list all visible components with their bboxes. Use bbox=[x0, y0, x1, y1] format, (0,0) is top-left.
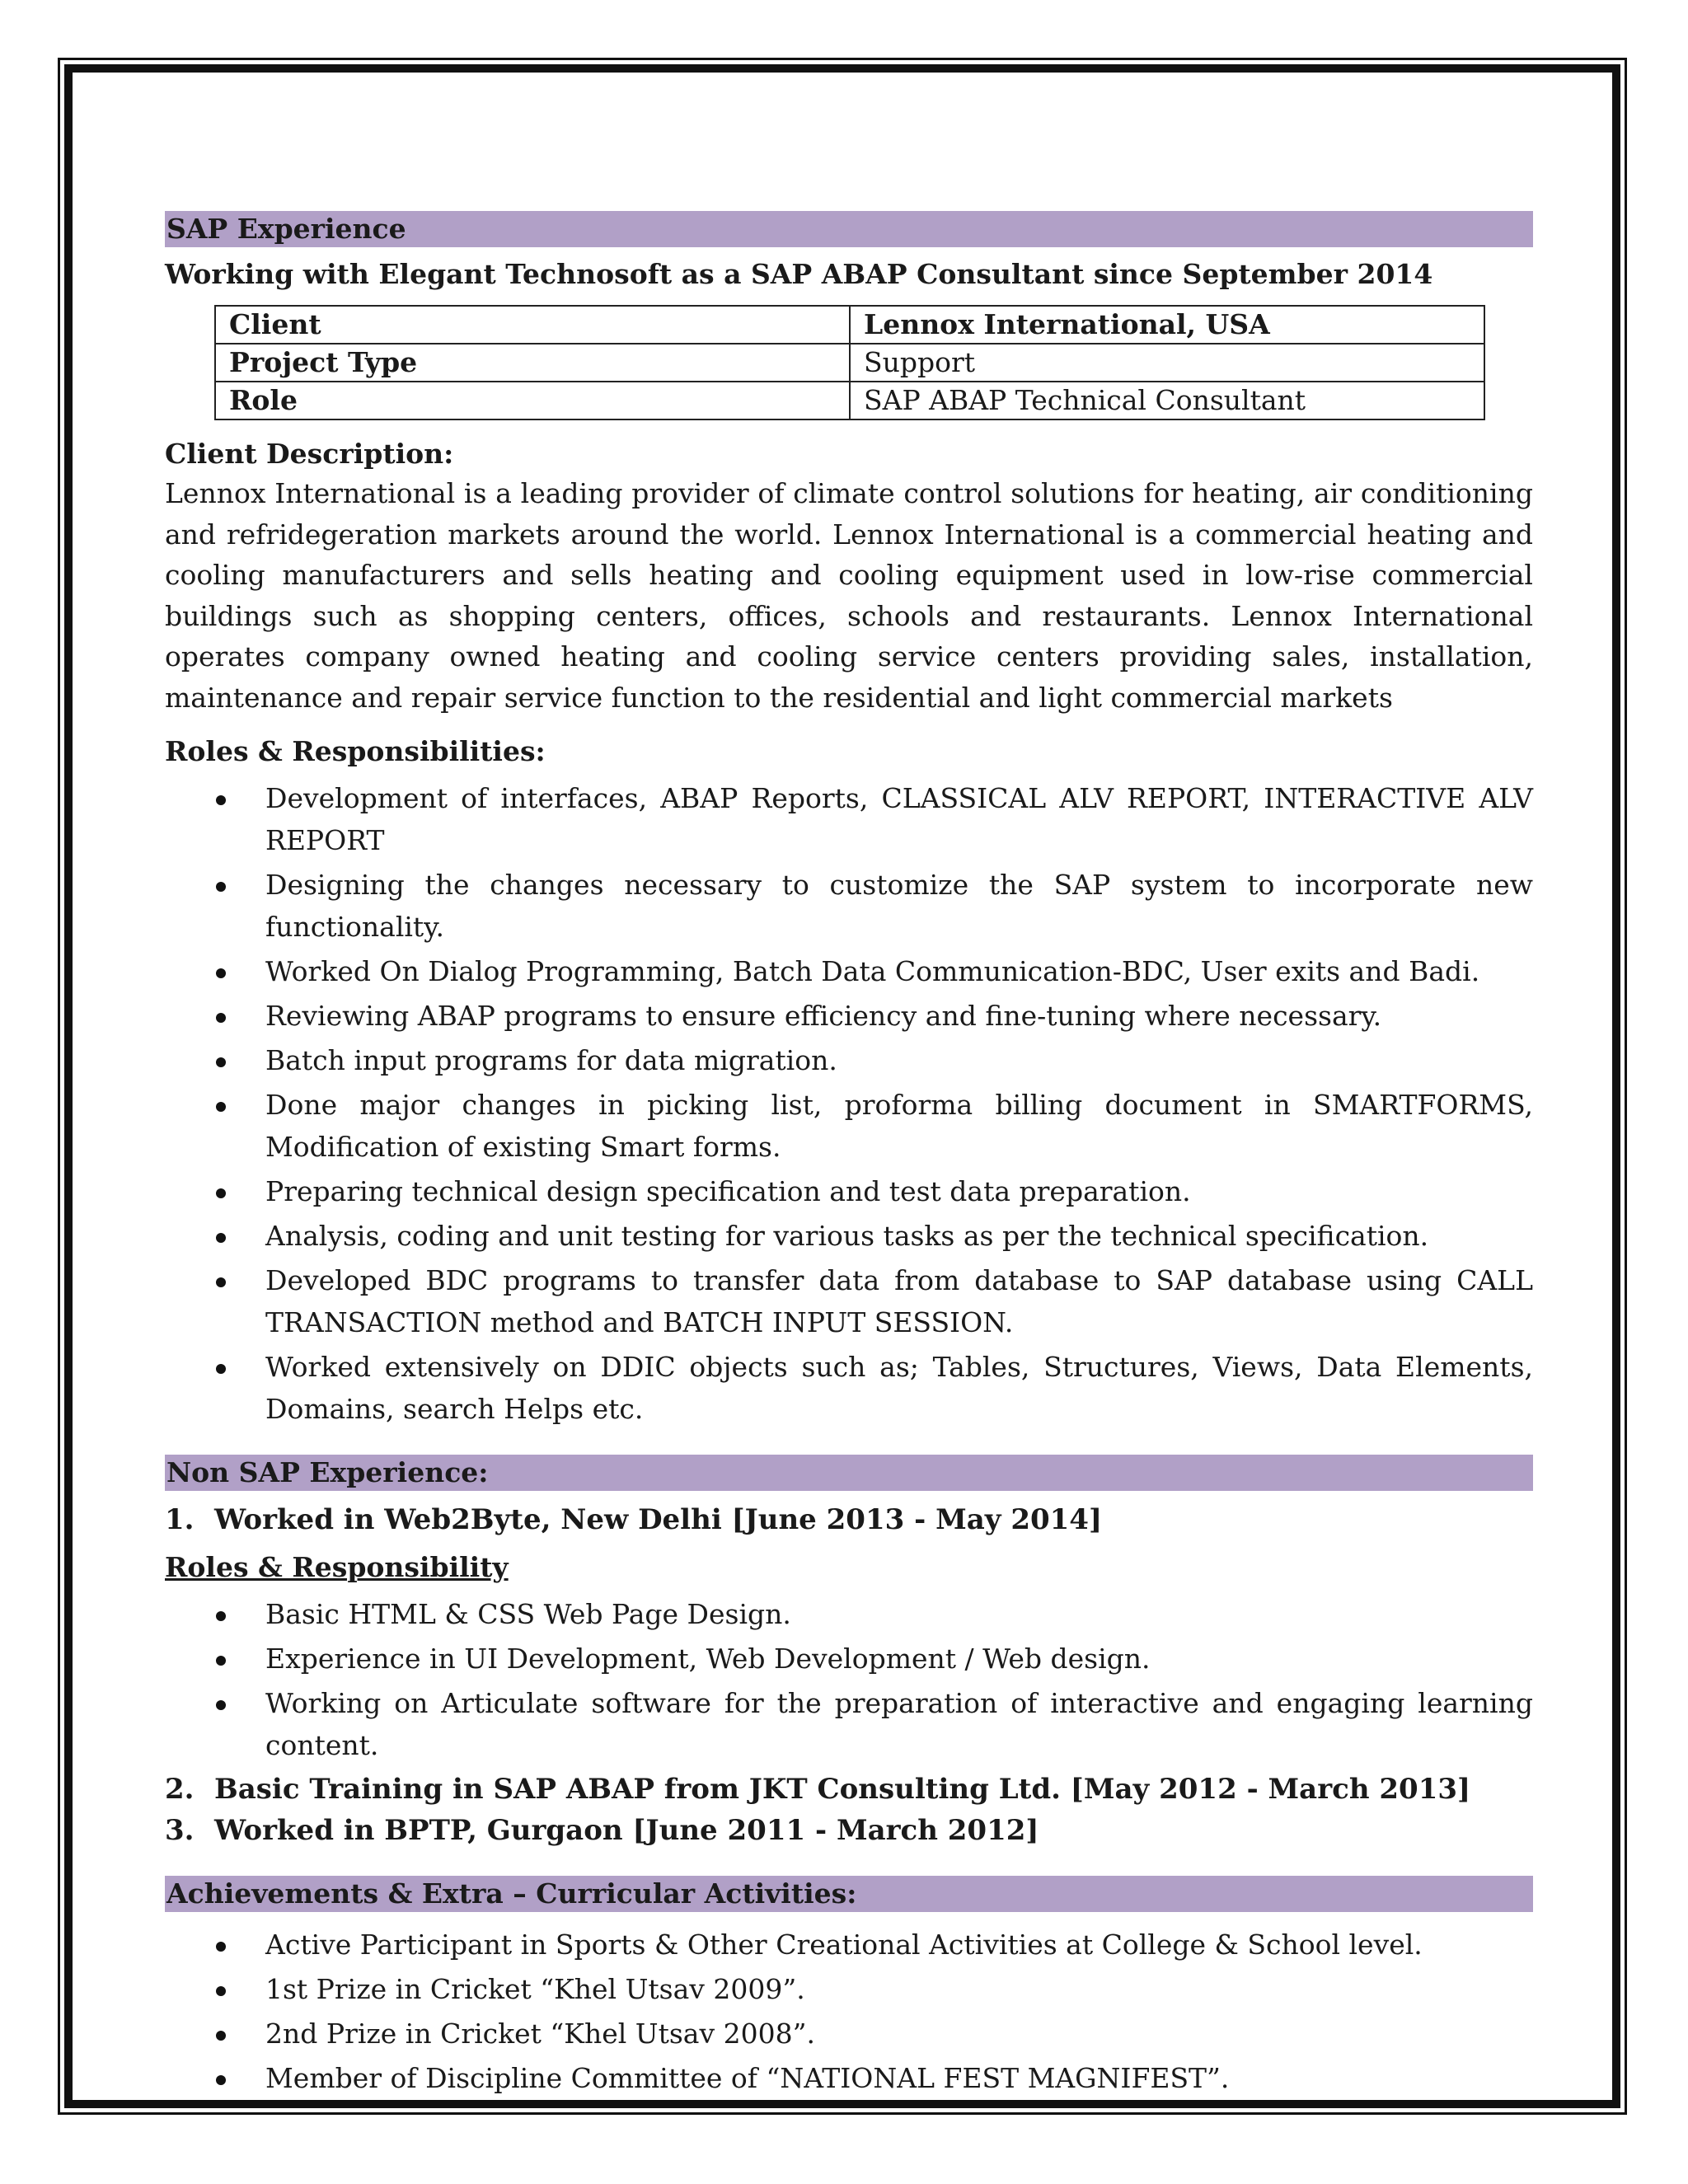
bullet-icon bbox=[216, 1277, 226, 1287]
list-item: Development of interfaces, ABAP Reports, CLASSICAL ALV REPORT, INTERACTIVE ALV REPORT bbox=[165, 777, 1533, 861]
list-item: 1st Prize in Cricket “Khel Utsav 2009”. bbox=[165, 1968, 1533, 2010]
bullet-icon bbox=[216, 1013, 226, 1023]
bullet-icon bbox=[216, 1057, 226, 1067]
bullet-icon bbox=[216, 882, 226, 892]
list-item: Analysis, coding and unit testing for various tasks as per the technical specification. bbox=[165, 1215, 1533, 1257]
list-item: Experience in UI Development, Web Development / Web design. bbox=[165, 1638, 1533, 1680]
table-value-client: Lennox International, USA bbox=[850, 306, 1484, 344]
client-description-heading: Client Description: bbox=[165, 438, 454, 470]
bullet-icon bbox=[216, 1700, 226, 1710]
list-item: Member of Discipline Committee of “NATIONAL FEST MAGNIFEST”. bbox=[165, 2057, 1533, 2099]
bullet-icon bbox=[216, 2075, 226, 2085]
table-row bbox=[215, 344, 1484, 382]
client-description-text: Lennox International is a leading provider of climate control solutions for heating, air conditioning and refridegeration markets around the world. Lennox International is a commercial heating and cooling manufacturers and sells heating and cooling equipment used in low-rise commercial buildings such as shopping centers, offices, schools and restaurants. Lennox International operates company owned heating and cooling service centers providing sales, installation, maintenance and repair service function to the residential and light commercial markets bbox=[165, 477, 1533, 714]
list-item: Active Participant in Sports & Other Creational Activities at College & School level. bbox=[165, 1924, 1533, 1966]
non-sap-item-1: 1. Worked in Web2Byte, New Delhi [June 2013 - May 2014] bbox=[165, 1503, 1103, 1536]
bullet-icon bbox=[216, 1986, 226, 1996]
resume-content bbox=[165, 211, 1533, 2102]
sap-experience-heading: SAP Experience bbox=[165, 211, 1533, 247]
list-item: Worked On Dialog Programming, Batch Data Communication-BDC, User exits and Badi. bbox=[165, 950, 1533, 992]
list-item: Designing the changes necessary to customize the SAP system to incorporate new functionality. bbox=[165, 864, 1533, 948]
list-item: 2nd Prize in Cricket “Khel Utsav 2008”. bbox=[165, 2013, 1533, 2055]
bullet-icon bbox=[216, 1942, 226, 1952]
bullet-icon bbox=[216, 2031, 226, 2041]
non-sap-roles-list bbox=[165, 1593, 1533, 1766]
table-label-role: Role bbox=[215, 382, 850, 419]
bullet-icon bbox=[216, 1611, 226, 1621]
list-item: Batch input programs for data migration. bbox=[165, 1039, 1533, 1081]
table-label-client: Client bbox=[215, 306, 850, 344]
sap-roles-list bbox=[165, 777, 1533, 1430]
roles-heading: Roles & Responsibilities: bbox=[165, 735, 546, 767]
list-item: Working on Articulate software for the preparation of interactive and engaging learning content. bbox=[165, 1682, 1533, 1766]
sap-experience-headline: Working with Elegant Technosoft as a SAP ABAP Consultant since September 2014 bbox=[165, 258, 1433, 290]
non-sap-experience-heading: Non SAP Experience: bbox=[165, 1455, 1533, 1491]
bullet-icon bbox=[216, 1233, 226, 1243]
non-sap-item-2: 2. Basic Training in SAP ABAP from JKT Consulting Ltd. [May 2012 - March 2013] bbox=[165, 1773, 1471, 1806]
list-item: Basic HTML & CSS Web Page Design. bbox=[165, 1593, 1533, 1635]
achievements-list bbox=[165, 1924, 1533, 2099]
table-row bbox=[215, 382, 1484, 419]
list-item: Preparing technical design specification and test data preparation. bbox=[165, 1170, 1533, 1212]
table-row bbox=[215, 306, 1484, 344]
bullet-icon bbox=[216, 1364, 226, 1374]
achievements-heading: Achievements & Extra – Curricular Activities: bbox=[165, 1876, 1533, 1912]
project-info-table bbox=[214, 305, 1485, 420]
list-item: Developed BDC programs to transfer data from database to SAP database using CALL TRANSACTION method and BATCH INPUT SESSION. bbox=[165, 1259, 1533, 1343]
bullet-icon bbox=[216, 795, 226, 805]
bullet-icon bbox=[216, 1102, 226, 1112]
bullet-icon bbox=[216, 1188, 226, 1198]
non-sap-roles-heading: Roles & Responsibility bbox=[165, 1551, 509, 1583]
list-item: Done major changes in picking list, proforma billing document in SMARTFORMS, Modification of existing Smart forms. bbox=[165, 1084, 1533, 1168]
list-item: Reviewing ABAP programs to ensure efficiency and fine-tuning where necessary. bbox=[165, 995, 1533, 1037]
table-value-role: SAP ABAP Technical Consultant bbox=[850, 382, 1484, 419]
bullet-icon bbox=[216, 1656, 226, 1666]
non-sap-item-3: 3. Worked in BPTP, Gurgaon [June 2011 - March 2012] bbox=[165, 1814, 1039, 1847]
table-value-project-type: Support bbox=[850, 344, 1484, 382]
table-label-project-type: Project Type bbox=[215, 344, 850, 382]
bullet-icon bbox=[216, 968, 226, 978]
list-item: Worked extensively on DDIC objects such as; Tables, Structures, Views, Data Elements, Domains, search Helps etc. bbox=[165, 1346, 1533, 1430]
